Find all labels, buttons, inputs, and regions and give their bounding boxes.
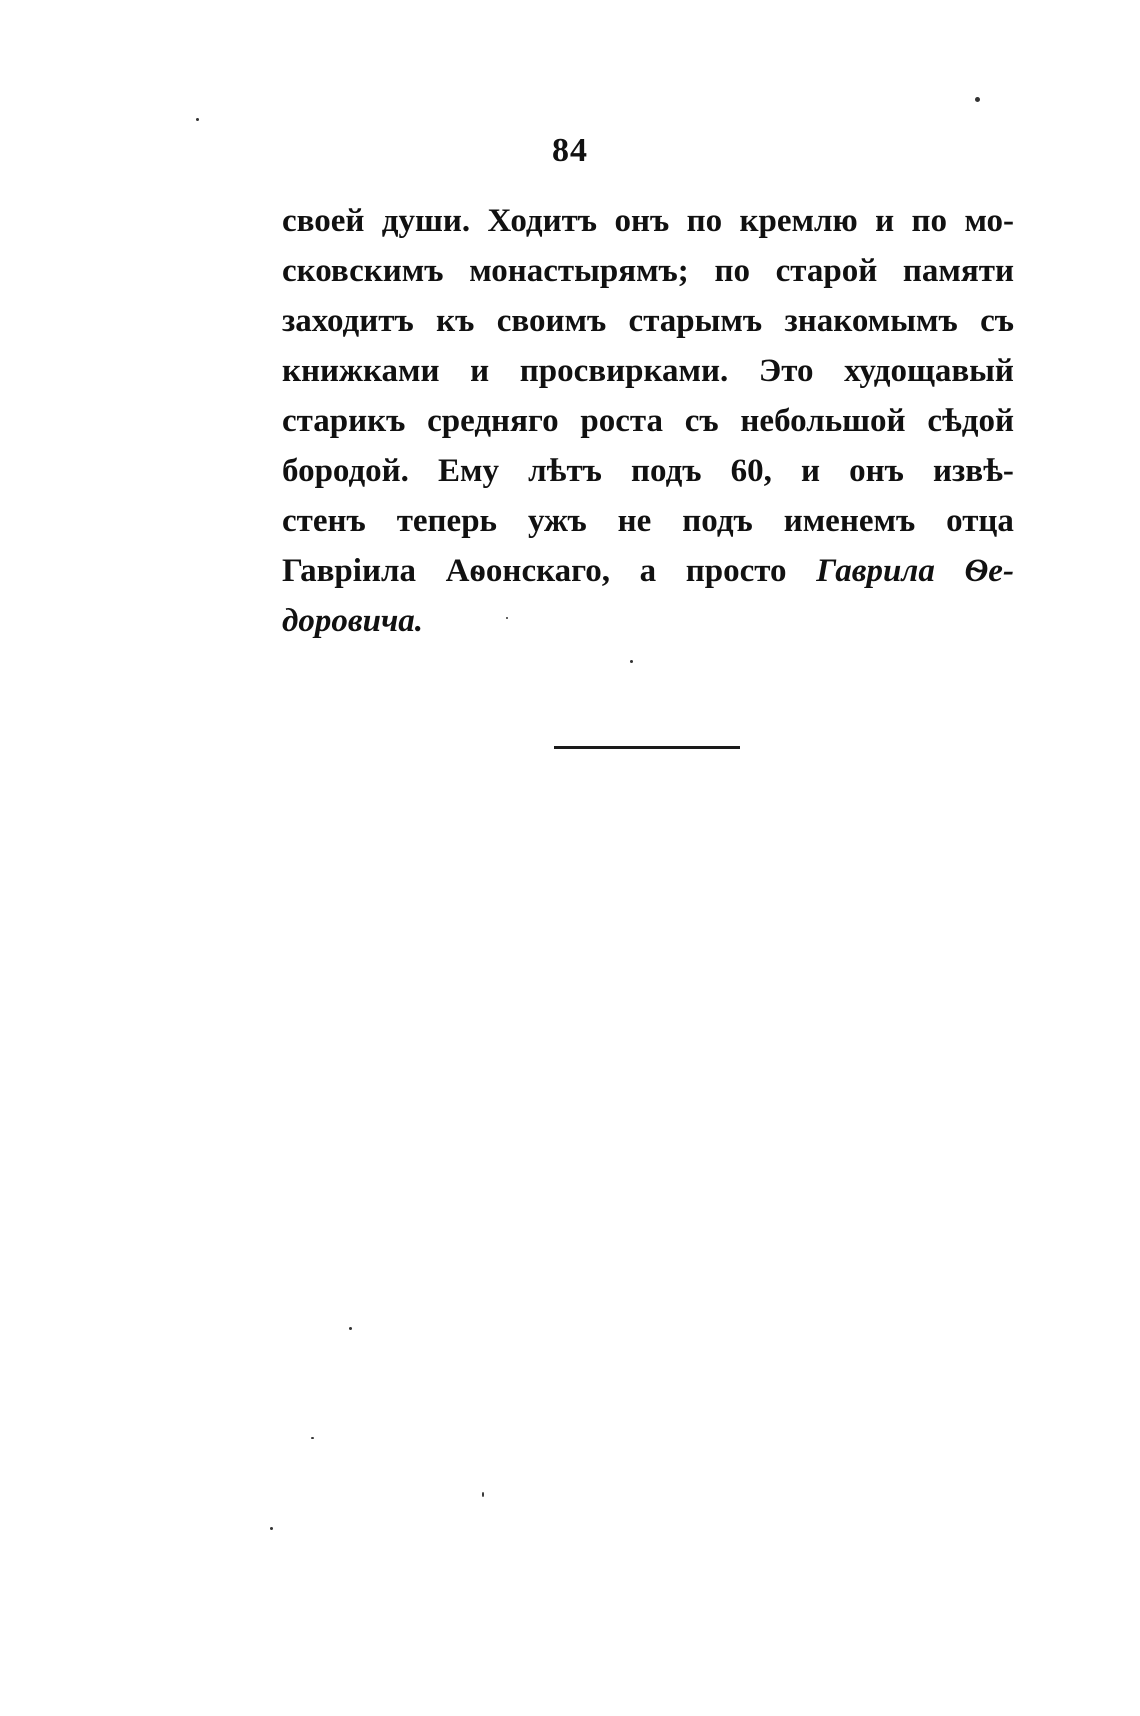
word: небольшой: [740, 403, 906, 439]
word: подъ: [631, 453, 702, 489]
word: мо-: [964, 203, 1014, 239]
scan-speck: [975, 97, 980, 102]
word: лѣтъ: [528, 453, 602, 489]
word: старикъ: [282, 403, 406, 439]
word: къ: [436, 303, 475, 339]
word: ужъ: [527, 503, 587, 539]
word: сѣдой: [927, 403, 1014, 439]
word: просвирками.: [519, 353, 729, 389]
word: подъ: [682, 503, 753, 539]
word: стенъ: [282, 503, 366, 539]
word: своимъ: [496, 303, 607, 339]
text-line: [282, 346, 1014, 396]
word: 60,: [730, 453, 772, 489]
word: извѣ-: [933, 453, 1014, 489]
word: Ему: [438, 453, 500, 489]
word: Гаврила: [816, 553, 935, 589]
word: Это: [758, 353, 814, 389]
word: просто: [685, 553, 787, 589]
word: заходитъ: [282, 303, 414, 339]
text-line: [282, 296, 1014, 346]
word: старымъ: [628, 303, 763, 339]
scan-speck: [311, 1437, 314, 1439]
text-line: [282, 246, 1014, 296]
word: бородой.: [282, 453, 409, 489]
word: кремлю: [739, 203, 858, 239]
scan-speck: [506, 617, 508, 619]
text-line: [282, 396, 1014, 446]
body-text: [282, 196, 1014, 646]
word: средняго: [427, 403, 559, 439]
word: Ходитъ: [487, 203, 598, 239]
word: отца: [946, 503, 1014, 539]
scan-speck: [196, 118, 199, 121]
word: съ: [684, 403, 719, 439]
word: именемъ: [783, 503, 916, 539]
word: по: [714, 253, 750, 289]
text-line: [282, 196, 1014, 246]
text-line: [282, 546, 1014, 596]
page-number: 84: [552, 132, 588, 169]
text-line: [282, 496, 1014, 546]
word: доровича.: [282, 603, 424, 639]
word: сковскимъ: [282, 253, 444, 289]
word: по: [911, 203, 948, 239]
word: души.: [381, 203, 471, 239]
word: Ѳе-: [964, 553, 1014, 589]
word: книжками: [282, 353, 440, 389]
word: съ: [980, 303, 1014, 339]
word: монастырямъ;: [469, 253, 689, 289]
word: памяти: [902, 253, 1014, 289]
word: и: [875, 203, 895, 239]
word: старой: [775, 253, 878, 289]
word: теперь: [396, 503, 498, 539]
word: роста: [580, 403, 663, 439]
text-line: [282, 596, 1014, 646]
section-rule: [554, 746, 740, 749]
scan-speck: [270, 1527, 273, 1530]
word: худощавый: [844, 353, 1014, 389]
scan-speck: [349, 1327, 352, 1330]
text-line: [282, 446, 1014, 496]
word: знакомымъ: [784, 303, 958, 339]
word: и: [801, 453, 821, 489]
scan-speck: [630, 660, 633, 663]
word: по: [686, 203, 723, 239]
scan-speck: [482, 1492, 484, 1497]
word: а: [639, 553, 657, 589]
word: онъ: [849, 453, 904, 489]
word: не: [617, 503, 652, 539]
word: своей: [282, 203, 365, 239]
word: Гаврiила: [282, 553, 416, 589]
word: Аѳонскаго,: [445, 553, 611, 589]
word: онъ: [614, 203, 670, 239]
word: и: [470, 353, 490, 389]
